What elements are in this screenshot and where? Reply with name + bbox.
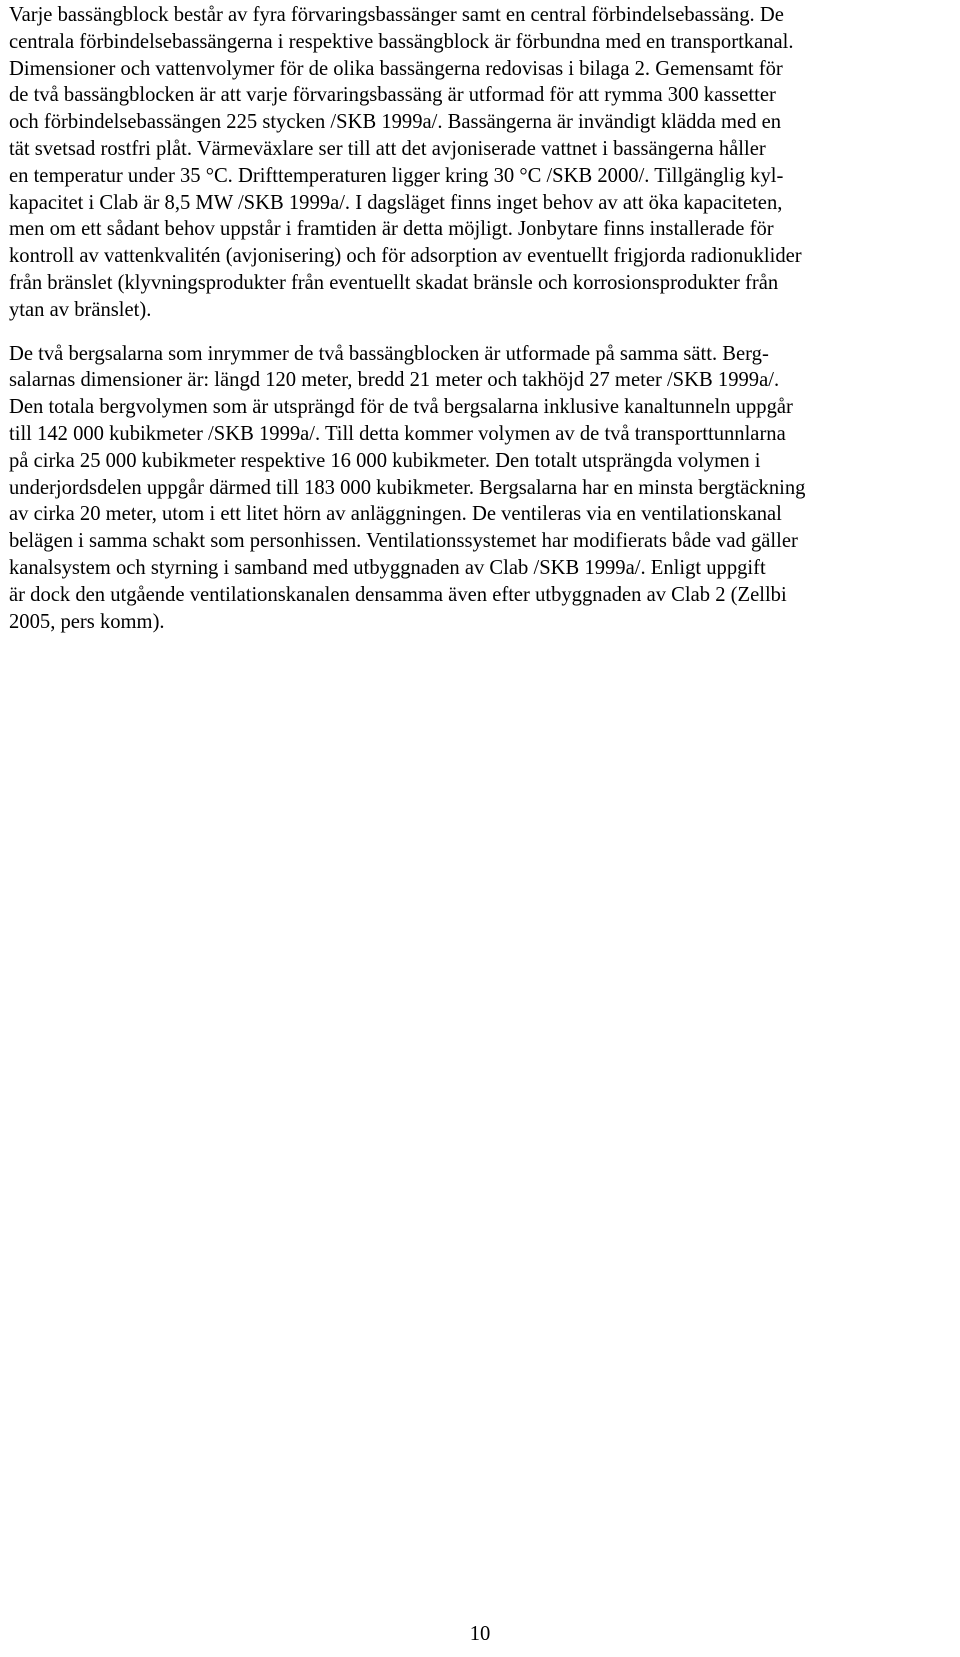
text-line: av cirka 20 meter, utom i ett litet hörn av anläggningen. De ventileras via en ventilationskanal [9, 503, 782, 526]
text-line: från bränslet (klyvningsprodukter från eventuellt skadat bränsle och korrosionsprodukter från [9, 271, 779, 294]
text-line: salarnas dimensioner är: längd 120 meter, bredd 21 meter och takhöjd 27 meter /SKB 1999a/. [9, 369, 780, 392]
text-line: Varje bassängblock består av fyra förvaringsbassänger samt en central förbindelsebassäng. De [9, 4, 784, 26]
paragraph-storage-pools [9, 2, 934, 324]
text-line: ytan av bränslet). [9, 298, 152, 321]
text-line: kontroll av vattenkvalitén (avjonisering) och för adsorption av eventuellt frigjorda radionuklider [9, 245, 802, 268]
text-line: på cirka 25 000 kubikmeter respektive 16 000 kubikmeter. Den totalt utsprängda volymen i [9, 449, 761, 472]
text-line: kanalsystem och styrning i samband med utbyggnaden av Clab /SKB 1999a/. Enligt uppgift [9, 556, 766, 579]
text-line: belägen i samma schakt som personhissen. Ventilationssystemet har modifierats både vad gäller [9, 530, 798, 553]
body-text [9, 2, 934, 635]
text-line: 2005, pers komm). [9, 610, 165, 633]
text-line: Den totala bergvolymen som är utsprängd för de två bergsalarna inklusive kanaltunneln uppgår [9, 396, 793, 419]
text-line: centrala förbindelsebassängerna i respektive bassängblock är förbundna med en transportkanal. [9, 30, 794, 53]
text-line: till 142 000 kubikmeter /SKB 1999a/. Till detta kommer volymen av de två transporttunnlarna [9, 422, 786, 445]
text-line: men om ett sådant behov uppstår i framtiden är detta möjligt. Jonbytare finns installerade för [9, 218, 774, 241]
text-line: och förbindelsebassängen 225 stycken /SKB 1999a/. Bassängerna är invändigt klädda med en [9, 111, 782, 134]
text-line: är dock den utgående ventilationskanalen densamma även efter utbyggnaden av Clab 2 (Zellbi [9, 583, 787, 606]
text-line: en temperatur under 35 °C. Drifttemperaturen ligger kring 30 °C /SKB 2000/. Tillgänglig kyl- [9, 164, 784, 187]
text-line: de två bassängblocken är att varje förvaringsbassäng är utformad för att rymma 300 kassetter [9, 84, 776, 107]
text-line: De två bergsalarna som inrymmer de två bassängblocken är utformade på samma sätt. Berg- [9, 342, 769, 365]
text-line: kapacitet i Clab är 8,5 MW /SKB 1999a/. I dagsläget finns inget behov av att öka kapaciteten, [9, 191, 783, 214]
text-line: Dimensioner och vattenvolymer för de olika bassängerna redovisas i bilaga 2. Gemensamt för [9, 57, 783, 80]
page-number: 10 [469, 1623, 491, 1645]
text-line: underjordsdelen uppgår därmed till 183 000 kubikmeter. Bergsalarna har en minsta bergtäckning [9, 476, 806, 499]
text-line: tät svetsad rostfri plåt. Värmeväxlare ser till att det avjoniserade vattnet i bassängerna håller [9, 137, 766, 160]
paragraph-rock-caverns [9, 341, 934, 636]
